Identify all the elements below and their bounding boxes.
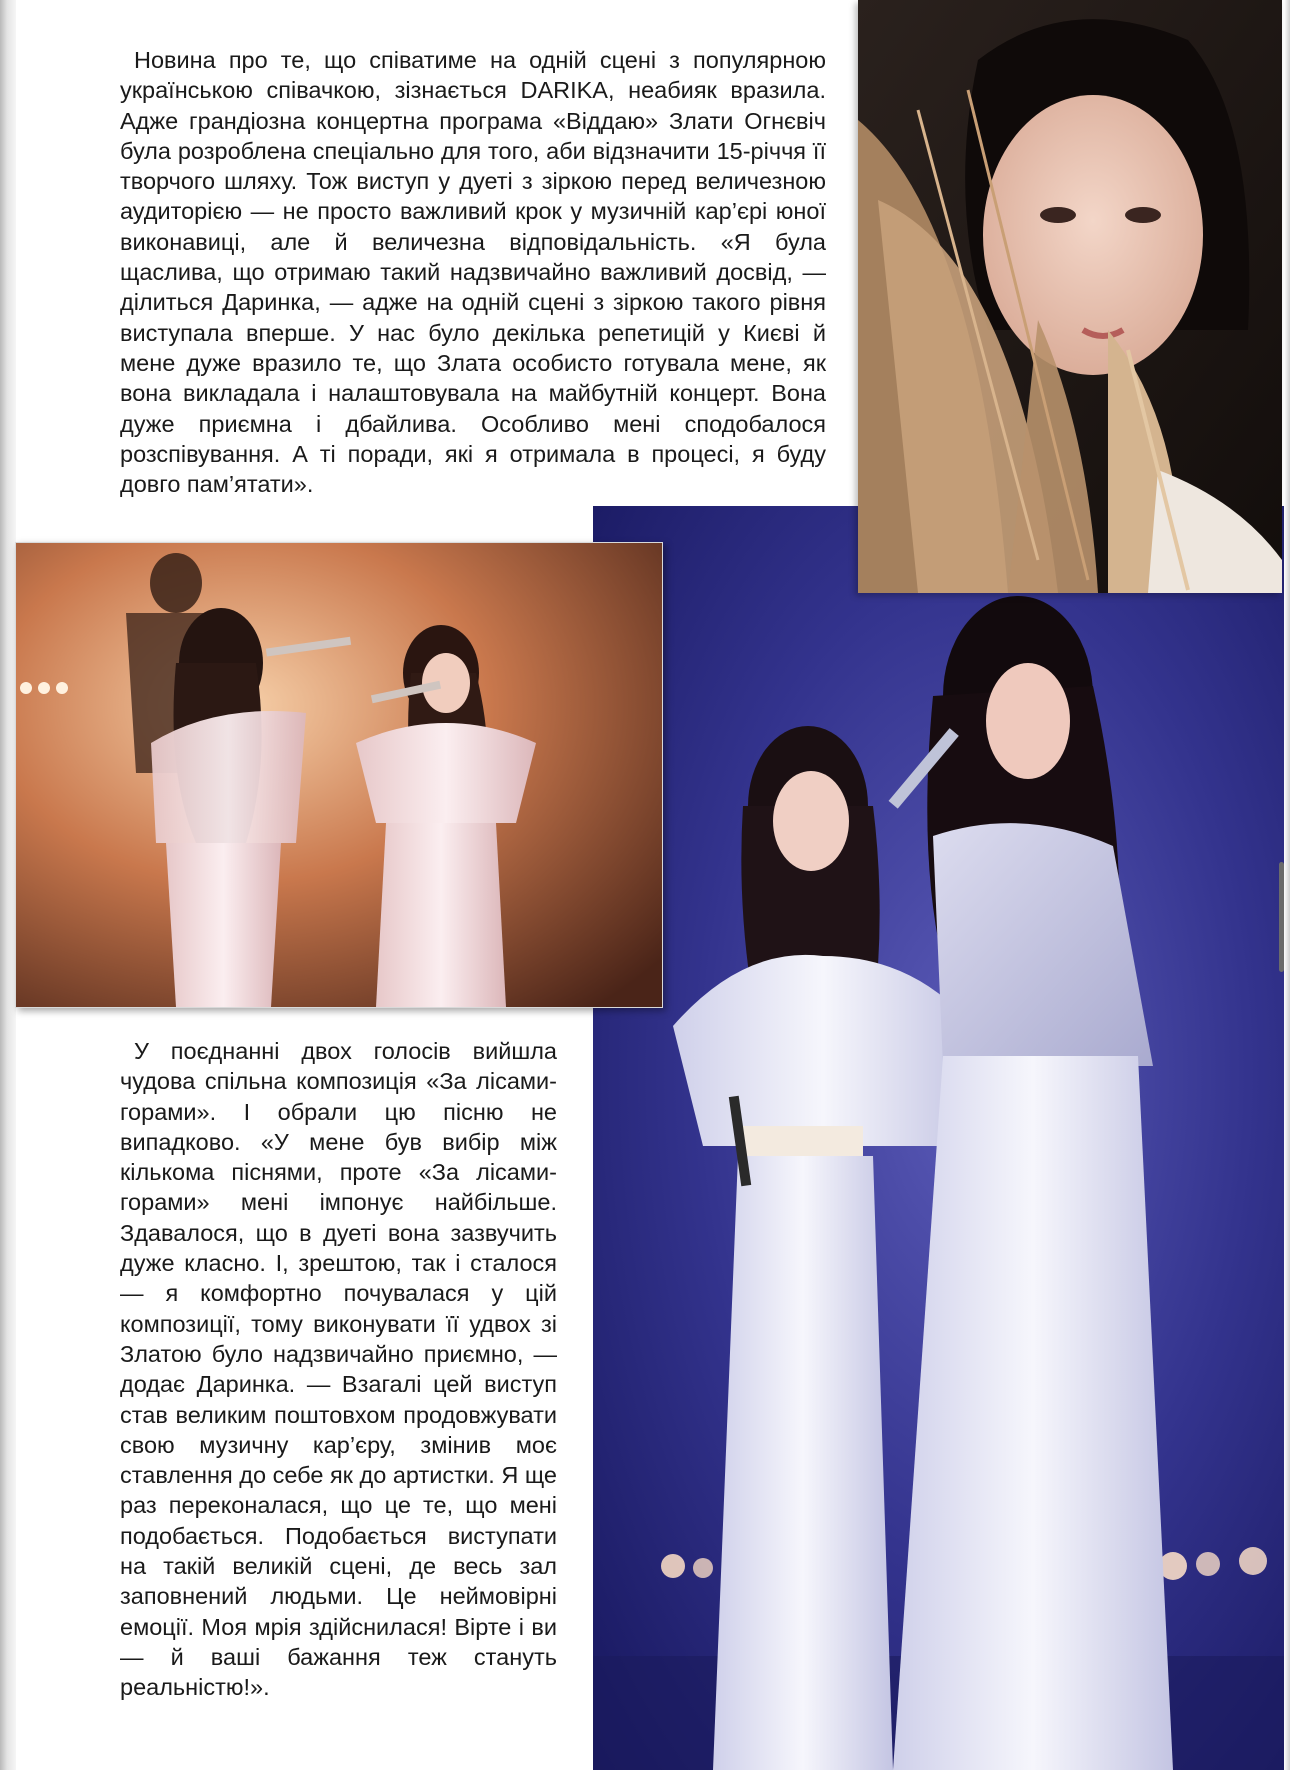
page-right-edge xyxy=(1284,0,1290,1770)
portrait-photo xyxy=(858,0,1282,593)
main-stage-photo-image xyxy=(593,506,1290,1770)
article-text-top: Новина про те, що співатиме на одній сцені з популярною українською співачкою, зізнається DARIKA, неабияк вразила. Адже грандіозна концертна програма «Віддаю» Злати Огнєвіч була розроблена спеціально для того, аби відзначити 15-річчя її творчого шляху. Тож виступ у дуеті з зіркою перед величезною аудиторією — не просто важливий крок у музичній кар’єрі юної виконавиці, але й величезна відповідальність. «Я була щаслива, що отримаю такий надзвичайно важливий досвід, — ділиться Даринка, — адже на одній сцені з зіркою такого рівня виступала вперше. У нас було декілька репетицій у Києві й мене дуже вразило те, що Злата особисто готувала мене, як вона викладала і налаштовувала на майбутній концерт. Вона дуже приємна і дбайлива. Особливо мені сподобалося розспівування. А ті поради, які я отримала в процесі, я буду довго пам’ятати». xyxy=(120,47,826,498)
stage-duet-photo-image xyxy=(16,543,662,1007)
portrait-photo-image xyxy=(858,0,1282,593)
page-gutter-shadow xyxy=(0,0,16,1770)
scroll-indicator[interactable] xyxy=(1279,862,1284,972)
article-paragraph-bottom xyxy=(120,1036,557,1703)
article-paragraph-top xyxy=(120,45,826,499)
stage-duet-photo xyxy=(15,542,663,1008)
article-text-bottom: У поєднанні двох голосів вийшла чудова спільна композиція «За лісами-горами». І обрали цю пісню не випадково. «У мене був вибір між кількома піснями, проте «За лісами-горами» мені імпонує найбільше. Здавалося, що в дуеті вона зазвучить дуже класно. І, зрештою, так і сталося — я комфортно почувалася у цій композиції, тому виконувати її удвох зі Златою було надзвичайно приємно, — додає Даринка. — Взагалі цей виступ став великим поштовхом продовжувати свою музичну кар’єру, змінив моє ставлення до себе як до артистки. Я ще раз переконалася, що це те, що мені подобається. Подобається виступати на такій великій сцені, де весь зал заповнений людьми. Це неймовірні емоції. Моя мрія здійснилася! Вірте і ви — й ваші бажання теж стануть реальністю!». xyxy=(120,1038,557,1701)
main-stage-photo xyxy=(593,506,1290,1770)
